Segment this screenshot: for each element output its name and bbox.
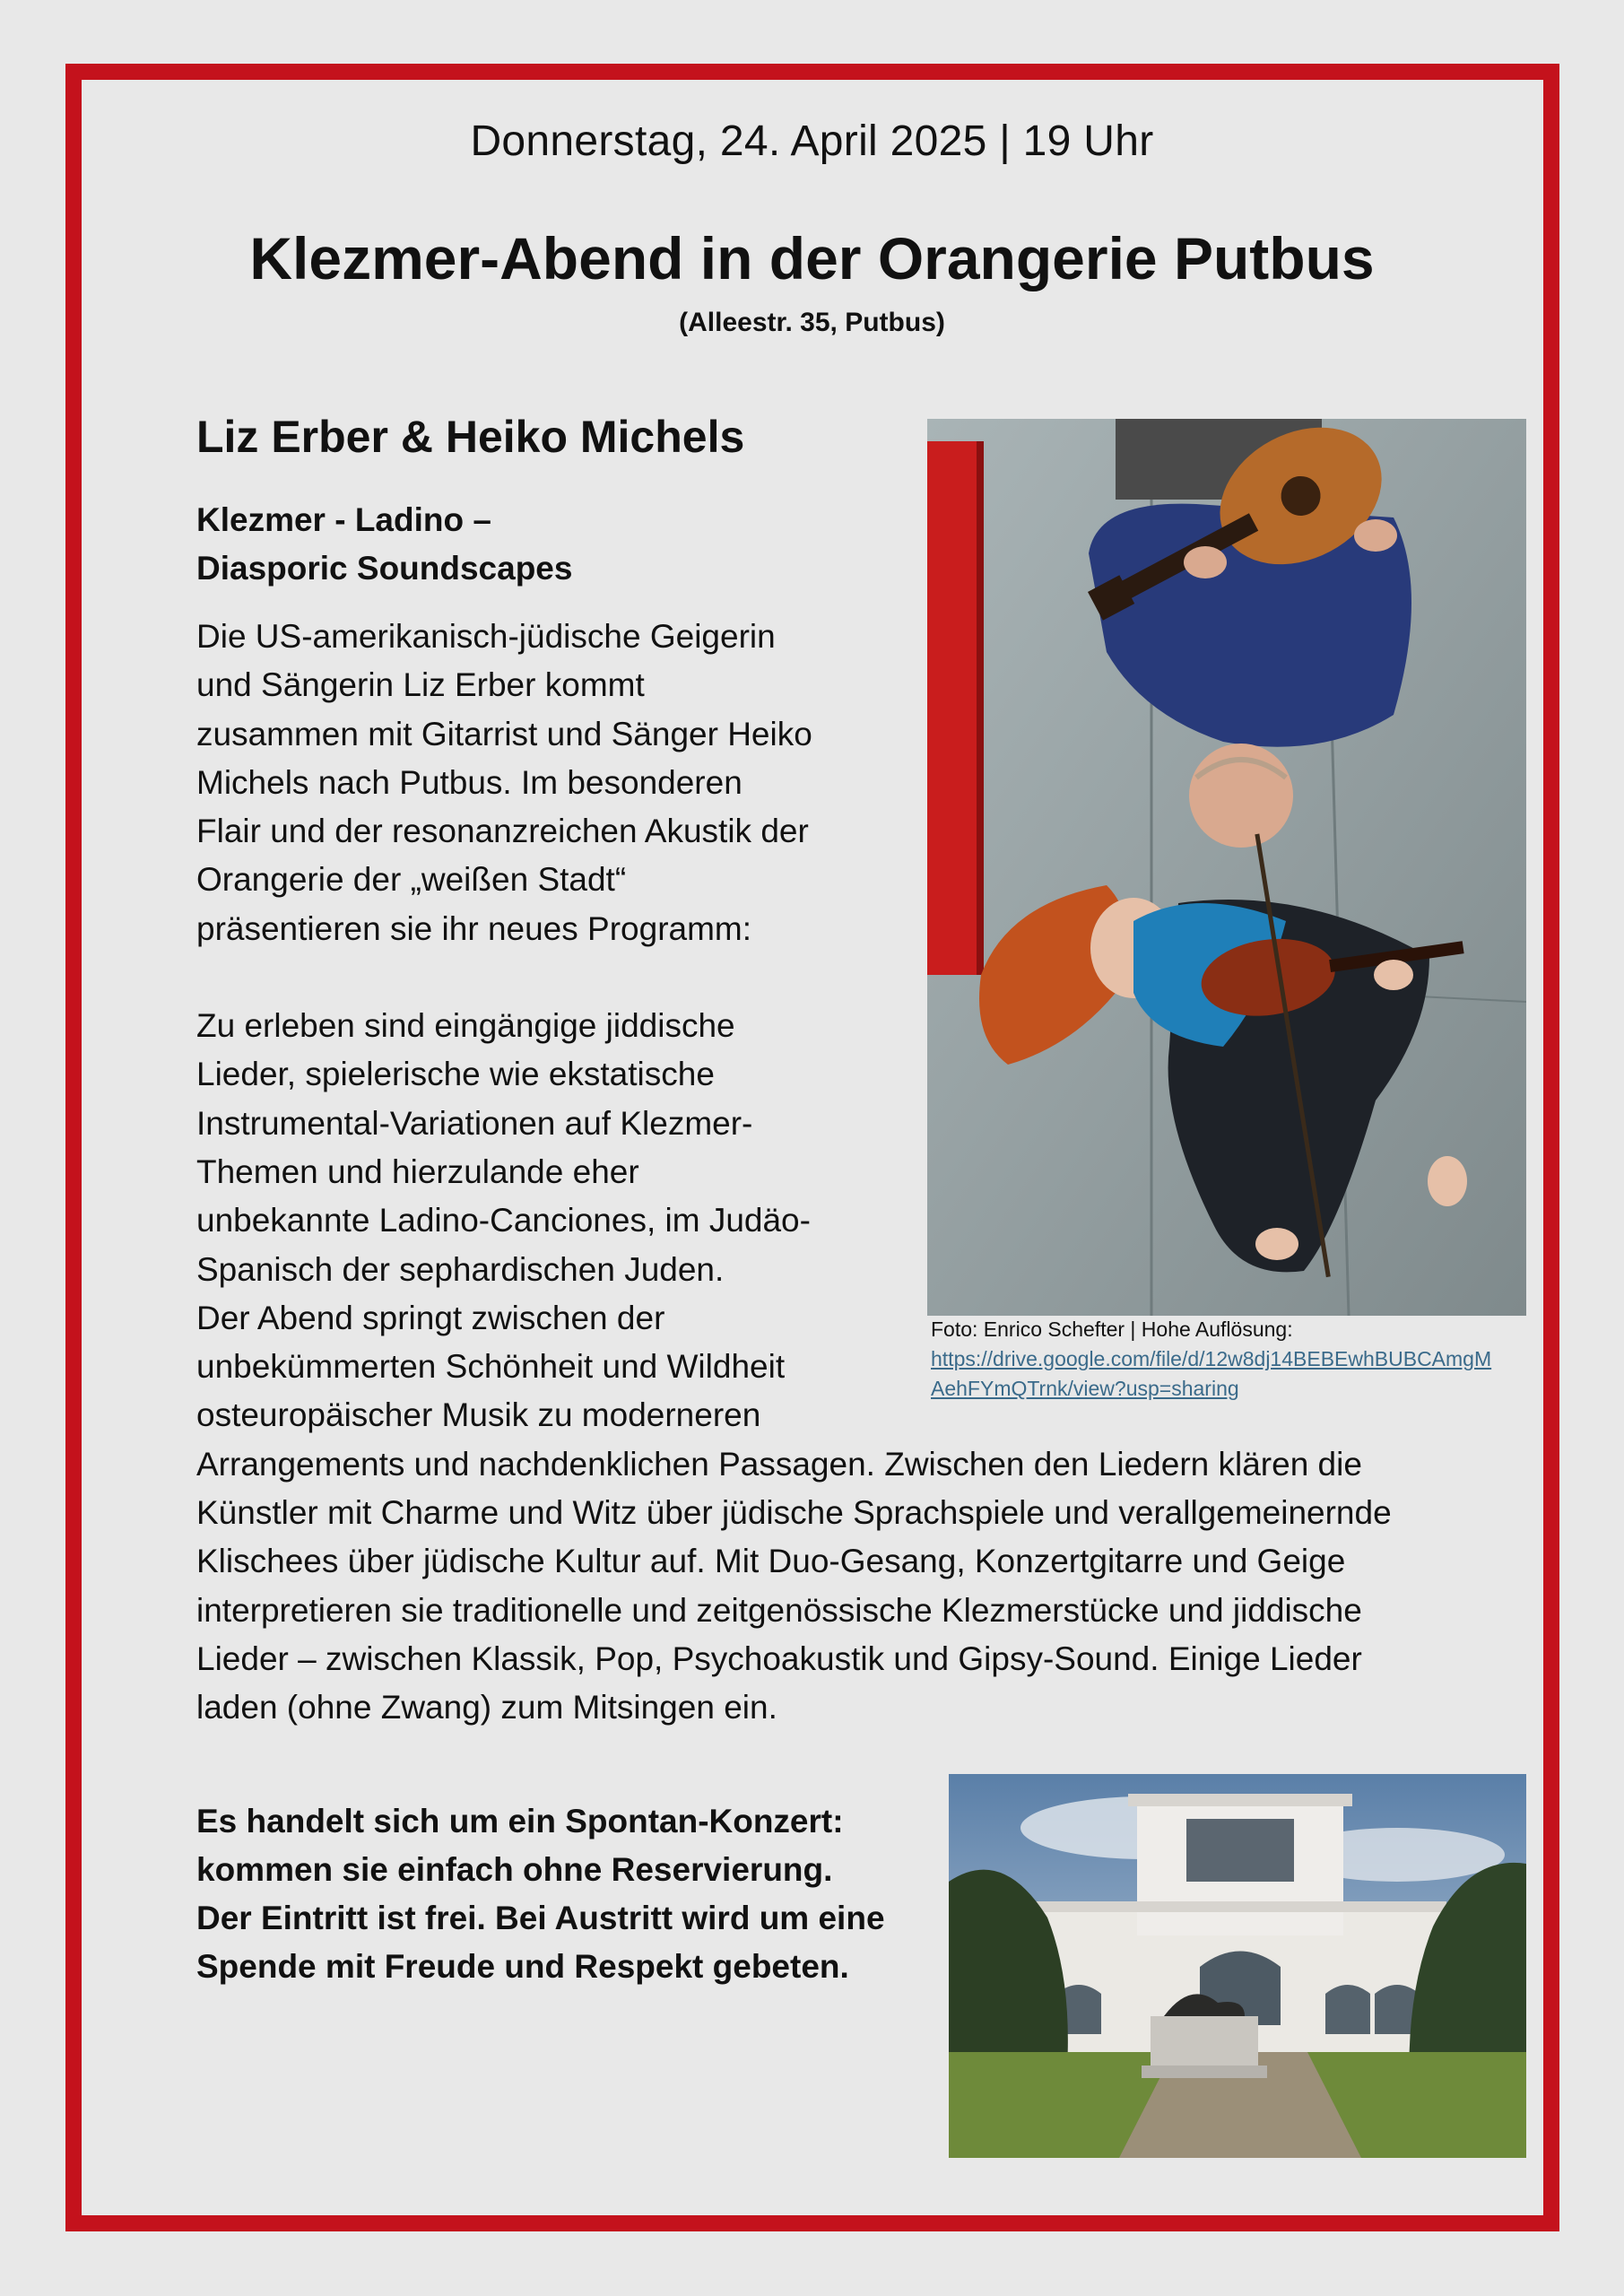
description-paragraph-2: Zu erleben sind eingängige jiddische Lieder, spielerische wie ekstatische Instrumental-Variationen auf Klezmer-Themen und hierzulande eher unbekannte Ladino-Canciones, im Judäo-Spanisch der sephardischen Juden.	[196, 1007, 811, 1288]
notice-line-3: Der Eintritt ist frei. Bei Austritt wird um eine	[196, 1900, 885, 1936]
venue-address: (Alleestr. 35, Putbus)	[679, 308, 945, 337]
notice-line-1: Es handelt sich um ein Spontan-Konzert:	[196, 1803, 844, 1839]
admission-notice	[196, 1797, 885, 1991]
artist-photo	[927, 419, 1526, 1316]
description-paragraph-1: Die US-amerikanisch-jüdische Geigerin und Sängerin Liz Erber kommt zusammen mit Gitarrist und Sänger Heiko Michels nach Putbus. Im besonderen Flair und der resonanzreichen Akustik der Orangerie der „weißen Stadt“ präsentieren sie ihr neues Programm:	[196, 618, 812, 947]
program-subtitle	[196, 496, 572, 593]
subtitle-line-1: Klezmer - Ladino –	[196, 501, 491, 538]
notice-line-2: kommen sie einfach ohne Reservierung.	[196, 1851, 833, 1888]
subtitle-line-2: Diasporic Soundscapes	[196, 550, 573, 587]
orangerie-photo	[949, 1774, 1526, 2158]
orangerie-illustration	[949, 1774, 1526, 2158]
photo-download-link[interactable]: https://drive.google.com/file/d/12w8dj14BEBEwhBUBCAmgMAehFYmQTrnk/view?usp=sharing	[931, 1347, 1492, 1400]
event-date: Donnerstag, 24. April 2025 | 19 Uhr	[470, 117, 1154, 165]
photo-credit: Foto: Enrico Schefter | Hohe Auflösung:	[931, 1318, 1293, 1341]
description-paragraph-3: Der Abend springt zwischen der unbekümmerten Schönheit und Wildheit osteuropäischer Musik zu moderneren Arrangements und nachdenklichen Passagen. Zwischen den Liedern klären die Künstler mit Charme und Witz über jüdische Sprachspiele und verallgemeinernde Klischees über jüdische Kultur auf. Mit Duo-Gesang, Konzertgitarre und Geige interpretieren sie traditionelle und zeitgenössische Klezmerstücke und jiddische Lieder – zwischen Klassik, Pop, Psychoakustik und Gipsy-Sound. Einige Lieder laden (ohne Zwang) zum Mitsingen ein.	[196, 1299, 1392, 1726]
photo-caption	[931, 1315, 1541, 1404]
page-title: Klezmer-Abend in der Orangerie Putbus	[249, 225, 1375, 291]
artist-photo-illustration	[927, 419, 1526, 1316]
notice-line-4: Spende mit Freude und Respekt gebeten.	[196, 1948, 849, 1985]
artist-names: Liz Erber & Heiko Michels	[196, 412, 745, 462]
